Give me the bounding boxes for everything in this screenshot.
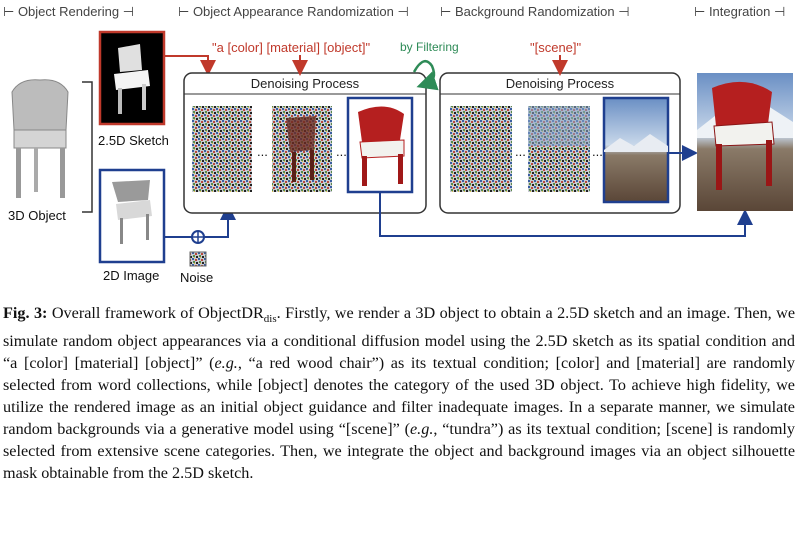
denoise2-step1-image [450,106,512,192]
section-appearance-randomization: ⊢ Object Appearance Randomization ⊣ [178,4,409,19]
caption-text-d: , “tundra”) as its textual condition; [scene] is randomly selected from extensive scene categories. Then, we integrate the object and background images via an object silhouette mask obtainable from the 2.5D sketch. [3,420,796,483]
section-integration: ⊢ Integration ⊣ [694,4,786,19]
denoise1-step1-image [192,106,252,192]
caption-eg2: e.g. [410,420,434,439]
caption-eg1: e.g. [214,354,238,373]
label-noise: Noise [180,270,214,285]
ellipsis-1: ... [257,144,268,159]
section-object-rendering: ⊢ Object Rendering ⊣ [3,4,135,19]
label-2-5d-sketch: 2.5D Sketch [98,133,169,148]
caption-subscript: dis [263,313,277,326]
label-filtering: by Filtering [400,40,459,54]
section-background-randomization: ⊢ Background Randomization ⊣ [440,4,630,19]
label-2d-image: 2D Image [103,268,160,283]
ellipsis-3: ... [515,144,526,159]
integration-result-image [697,73,793,211]
denoise1-title: Denoising Process [250,76,360,91]
caption-text-c: , “a red wood chair”) as its textual condition; [color] and [material] are randomly selected from word collections, while [object] denotes the category of the used 3D object. To achieve high fidelity, we utilize the rendered image as an initial object guidance and filter inadequate images. In a separate manner, we simulate random backgrounds via a generative model using “[scene]” ( [3,354,795,439]
ellipsis-4: ... [592,144,603,159]
label-3d-object: 3D Object [8,208,66,223]
caption-text-a: Overall framework of ObjectDR [47,304,264,322]
prompt-scene: "[scene]" [530,40,582,55]
ellipsis-2: ... [336,144,347,159]
denoise2-title: Denoising Process [505,76,615,91]
figure-caption [3,302,795,484]
chair-3d-object-image [12,80,68,198]
caption-text-b: . Firstly, we render a 3D object to obtain a 2.5D sketch and an image. Then, we simulate random object appearances via a conditional diffusion model using the 2.5D sketch as its spatial condition and “a [color] [material] [object]” ( [3,304,795,373]
caption-fig-label: Fig. 3: [3,304,48,322]
prompt-object: "a [color] [material] [object]" [212,40,371,55]
